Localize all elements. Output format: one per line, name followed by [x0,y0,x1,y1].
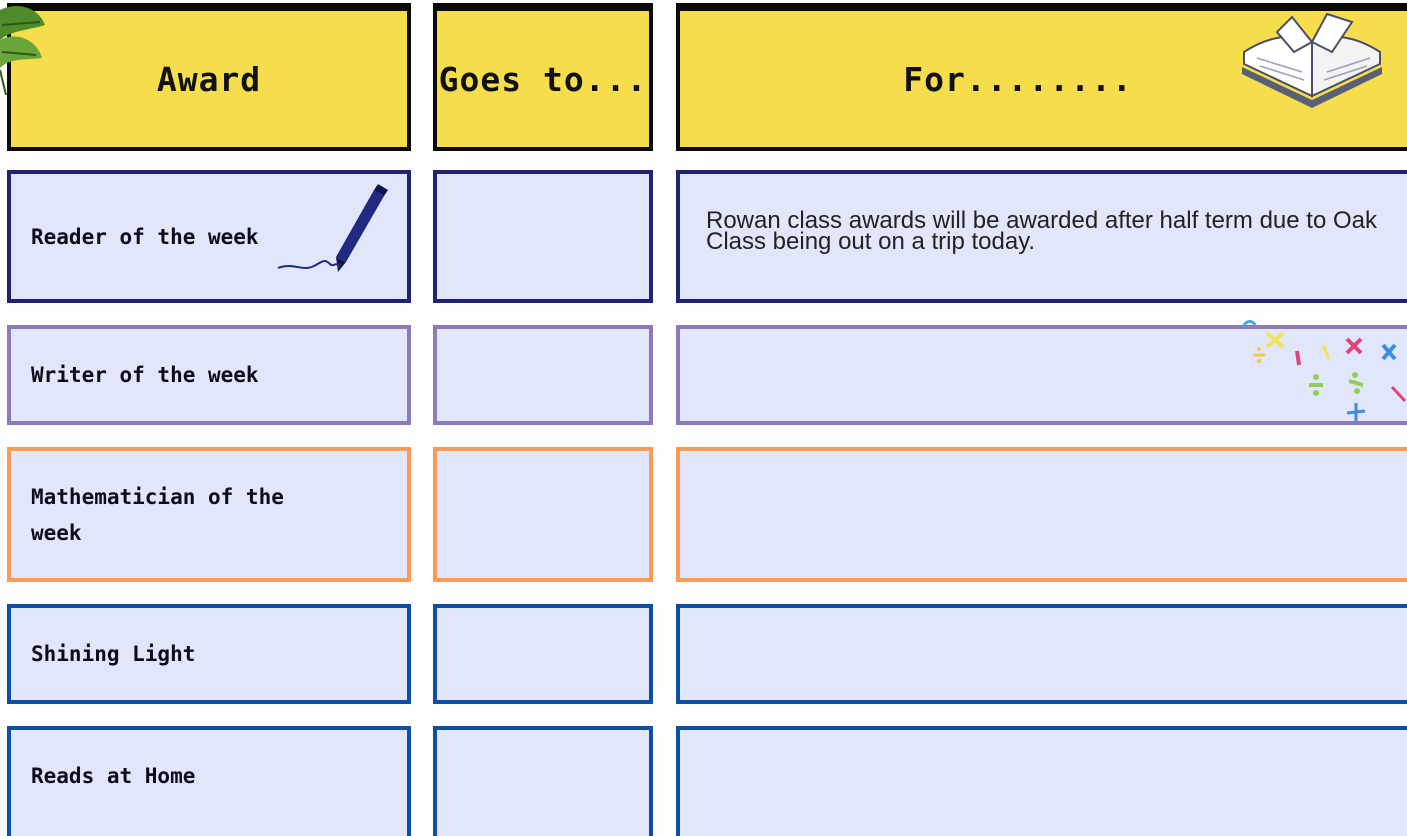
header-goes-to [433,3,653,151]
for-cell[interactable] [676,170,1407,303]
goes-to-cell[interactable] [433,447,653,582]
award-label: Writer of the week [31,363,259,387]
award-cell [7,604,411,704]
award-cell [7,447,411,582]
header-goes-to-label: Goes to... [438,59,648,99]
goes-to-cell[interactable] [433,726,653,836]
award-label: Reads at Home [31,764,196,788]
pen-icon [274,182,394,282]
leaf-icon [0,0,60,110]
header-award [7,3,411,151]
for-note: Rowan class awards will be awarded after half term due to Oak Class being out on a trip today. [706,207,1377,255]
header-for-label: For........ [903,59,1133,99]
award-label: Mathematician of the week [31,484,284,545]
goes-to-cell[interactable] [433,170,653,303]
book-icon [1232,12,1392,112]
header-award-label: Award [156,59,262,99]
math-symbols-icon [1237,315,1407,425]
award-label: Reader of the week [31,224,259,249]
goes-to-cell[interactable] [433,325,653,425]
for-cell[interactable] [676,447,1407,582]
for-cell[interactable] [676,604,1407,704]
award-cell [7,325,411,425]
award-cell [7,726,411,836]
goes-to-cell[interactable] [433,604,653,704]
award-label: Shining Light [31,642,196,666]
for-cell[interactable] [676,726,1407,836]
